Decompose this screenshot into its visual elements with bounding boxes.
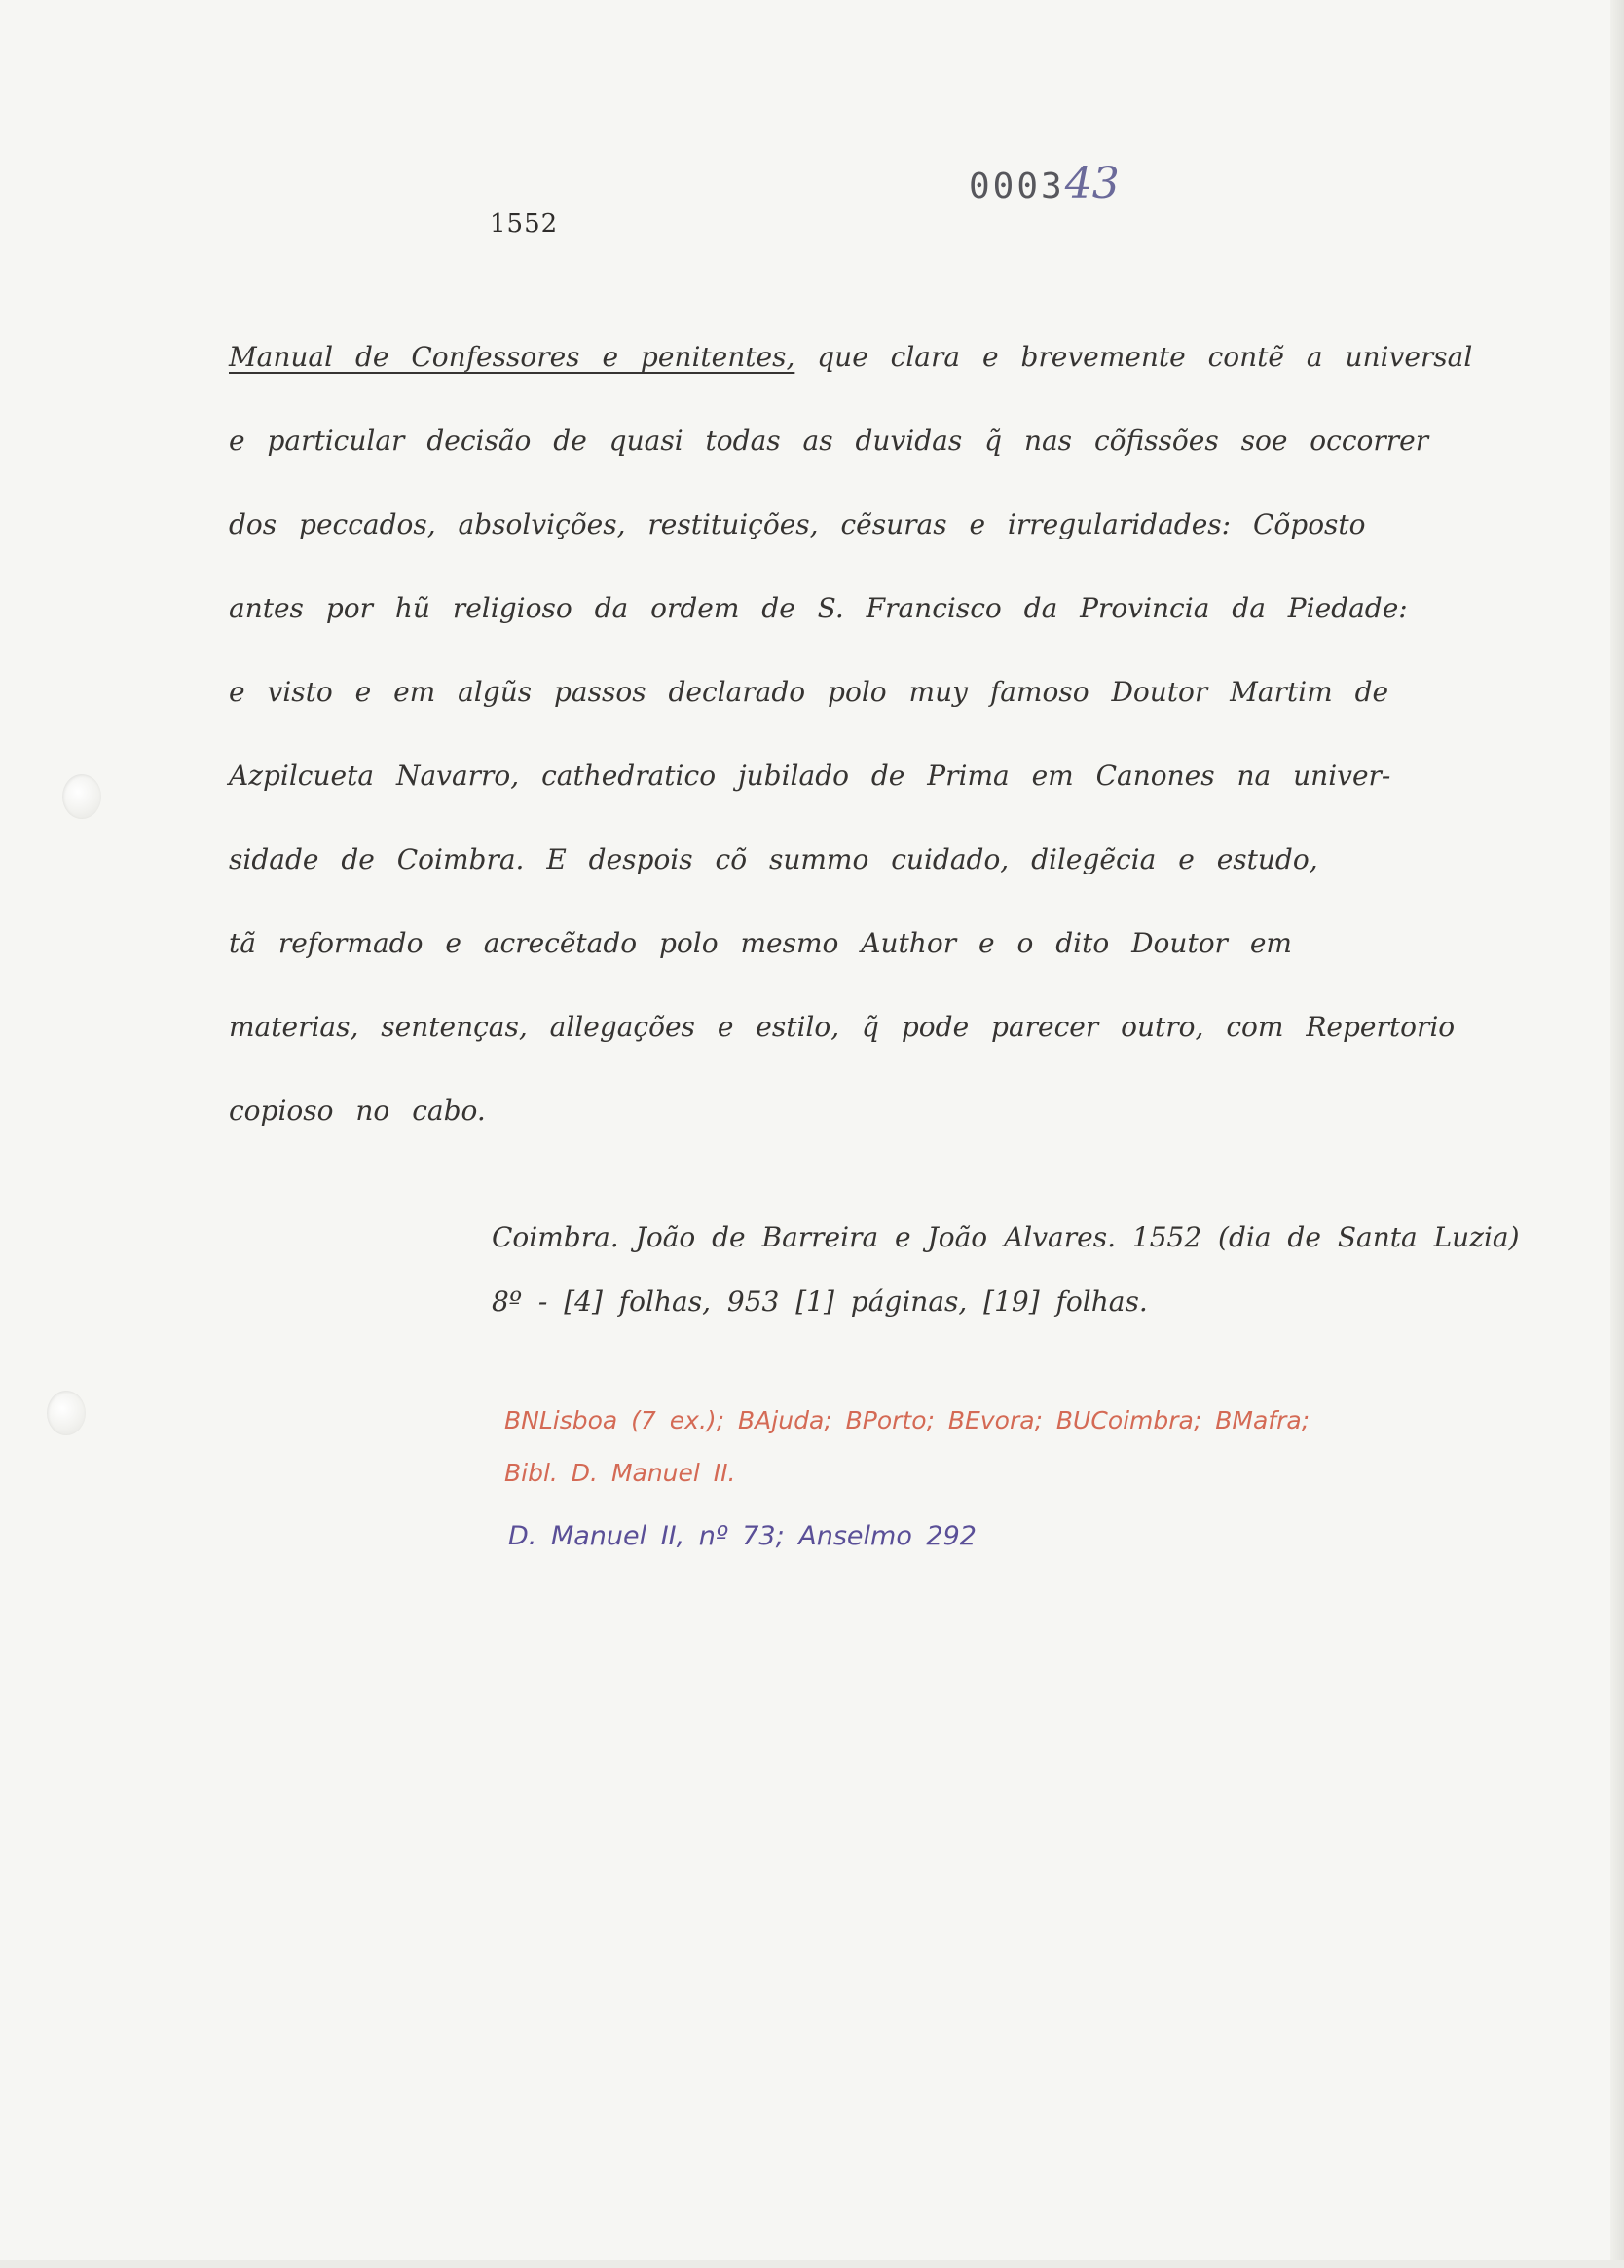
holdings-line-2: Bibl. D. Manuel II. <box>504 1459 736 1487</box>
description-line: dos peccados, absolvições, restituições, cẽsuras e irregularidades: Cõposto <box>229 508 1366 540</box>
description-line: materias, sentenças, allegações e estilo, q̃ pode parecer outro, com Repertorio <box>229 1011 1456 1043</box>
archive-number-stamp <box>969 159 1120 208</box>
bibliographic-references: D. Manuel II, nº 73; Anselmo 292 <box>508 1521 977 1551</box>
description-line-1-rest: que clara e brevemente contẽ a universal <box>794 341 1473 373</box>
description-line: antes por hũ religioso da ordem de S. Francisco da Provincia da Piedade: <box>229 592 1408 624</box>
description-line: copioso no cabo. <box>229 1095 486 1127</box>
description-line: sidade de Coimbra. E despois cõ summo cuidado, dilegẽcia e estudo, <box>229 843 1318 875</box>
page-edge <box>1610 0 1624 2268</box>
holdings-line-1: BNLisboa (7 ex.); BAjuda; BPorto; BEvora; BUCoimbra; BMafra; <box>504 1406 1310 1434</box>
archive-number-handwritten: 43 <box>1064 159 1120 208</box>
work-title: Manual de Confessores e penitentes, <box>229 341 795 373</box>
punch-hole <box>47 1391 86 1435</box>
description-line-1 <box>229 341 1472 373</box>
description-line: e particular decisão de quasi todas as duvidas q̃ nas cõfissões soe occorrer <box>229 425 1429 457</box>
description-line: e visto e em algũs passos declarado polo muy famoso Doutor Martim de <box>229 676 1389 708</box>
publication-year: 1552 <box>490 209 559 239</box>
description-line: Azpilcueta Navarro, cathedratico jubilado de Prima em Canones na univer- <box>229 760 1391 792</box>
imprint-format-extent: 8º - [4] folhas, 953 [1] páginas, [19] folhas. <box>492 1285 1148 1318</box>
description-line: tã reformado e acrecẽtado polo mesmo Author e o dito Doutor em <box>229 927 1292 959</box>
archive-number-printed: 0003 <box>969 167 1065 206</box>
punch-hole <box>62 774 101 819</box>
imprint-place-printers: Coimbra. João de Barreira e João Alvares. 1552 (dia de Santa Luzia) <box>492 1221 1520 1253</box>
page-bottom-edge <box>0 2260 1624 2268</box>
